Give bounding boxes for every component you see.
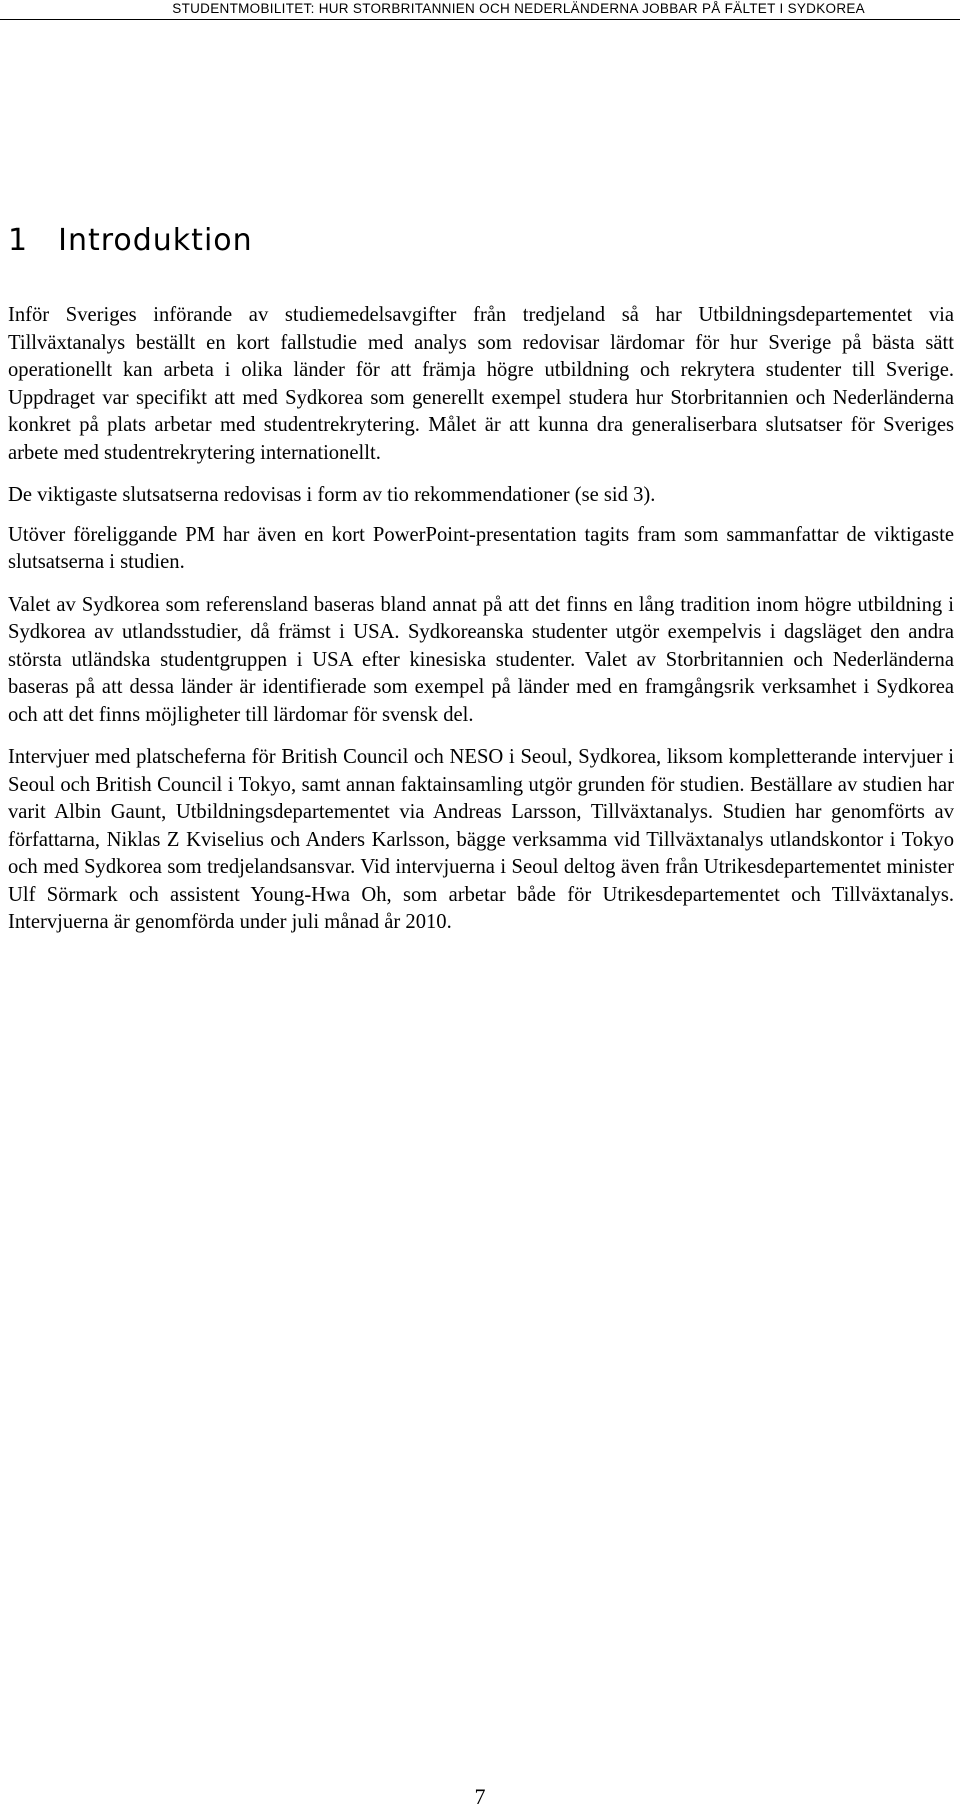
paragraph-presentation: Utöver föreliggande PM har även en kort PowerPoint-presentation tagits fram som sammanfattar de viktigaste slutsatserna i studien. (8, 523, 954, 573)
paragraph-purpose: Inför Sveriges införande av studiemedelsavgifter från tredjeland så har Utbildningsdepartementet via Tillväxtanalys beställt en kort fallstudie med analys som redovisar lärdomar för hur Sverige på bästa sätt operationellt kan arbeta i olika länder för att främja högre utbildning och rekrytera studenter till Sverige. Uppdraget var specifikt att med Sydkorea som generellt exempel studera hur Storbritannien och Nederländerna konkret på plats arbetar med studentrekrytering. Målet är att kunna dra generaliserbara slutsatser för Sveriges arbete med studentrekrytering internationellt. (8, 304, 954, 464)
paragraph-conclusions: De viktigaste slutsatserna redovisas i form av tio rekommendationer (se sid 3). (8, 484, 656, 506)
paragraph-method: Intervjuer med platscheferna för British Council och NESO i Seoul, Sydkorea, liksom kompletterande intervjuer i Seoul och British Council i Tokyo, samt annan faktainsamling utgör grunden för studien. Beställare av studien har varit Albin Gaunt, Utbildningsdepartementet via Andreas Larsson, Tillväxtanalys. Studien har genomförts av författarna, Niklas Z Kviselius och Anders Karlsson, bägge verksamma vid Tillväxtanalys utlandskontor i Tokyo och med Sydkorea som tredjelandsansvar. Vid intervjuerna i Seoul deltog även från Utrikesdepartementet minister Ulf Sörmark och assistent Young-Hwa Oh, som arbetar både för Utrikesdepartementet och Tillväxtanalys. Intervjuerna är genomförda under juli månad år 2010. (8, 746, 954, 933)
paragraph-country-choice: Valet av Sydkorea som referensland baseras bland annat på att det finns en lång tradition inom högre utbildning i Sydkorea av utlandsstudier, då främst i USA. Sydkoreanska studenter utgör exempelvis i dagsläget den andra största utländska studentgruppen i USA efter kinesiska studenter. Valet av Storbritannien och Nederländerna baseras på att dessa länder är identifierade som exempel på länder med en framgångsrik verksamhet i Sydkorea och att det finns möjligheter till lärdomar för svensk del. (8, 593, 954, 726)
chapter-heading (8, 223, 954, 258)
chapter-title: Introduktion (58, 223, 253, 258)
page-number: 7 (474, 1784, 486, 1809)
chapter-number: 1 (8, 223, 29, 258)
running-header-title: STUDENTMOBILITET: HUR STORBRITANNIEN OCH NEDERLÄNDERNA JOBBAR PÅ FÄLTET I SYDKOREA (172, 1, 865, 16)
running-header (0, 0, 960, 20)
page-content (8, 223, 954, 952)
